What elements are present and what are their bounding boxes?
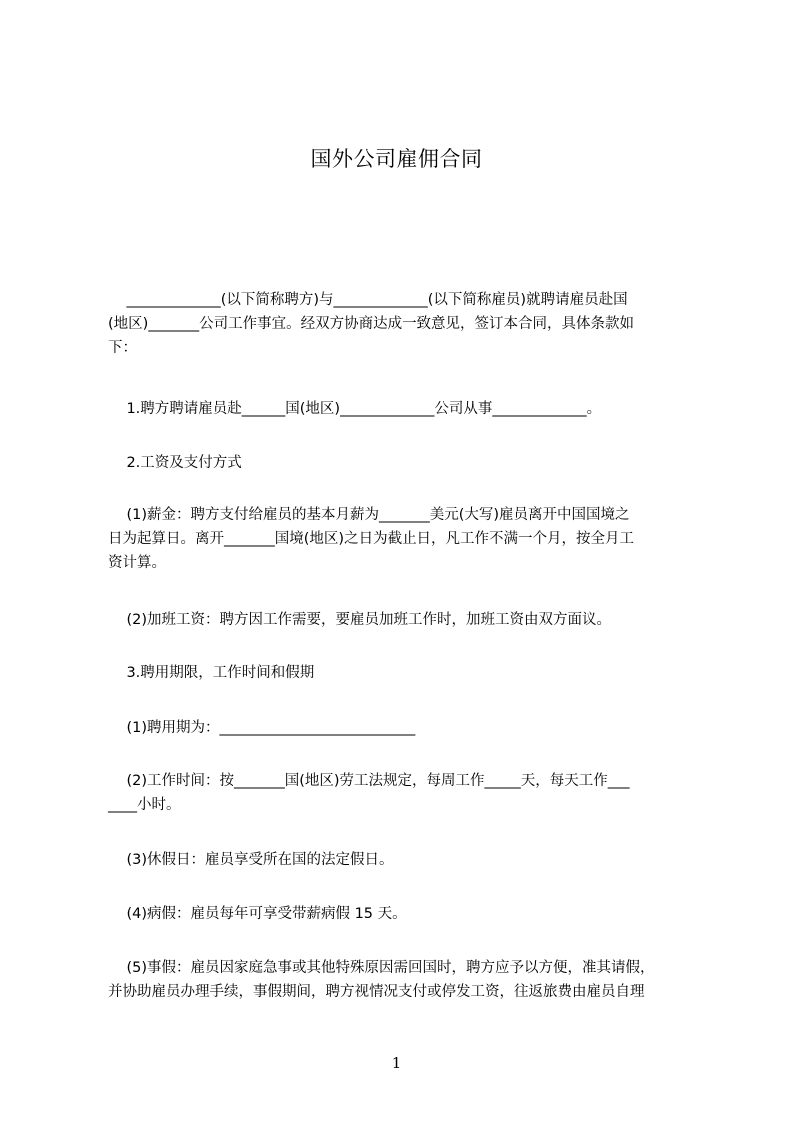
text-line: _____________(以下简称聘方)与_____________(以下简称雇员)就聘请雇员赴国	[108, 292, 628, 308]
text-line: 日为起算日。离开_______国境(地区)之日为截止日，凡工作不满一个月，按全月工	[108, 531, 635, 547]
paragraph-clause-3-2	[108, 769, 708, 817]
paragraph-clause-3-5	[108, 956, 708, 1004]
text-line: ____小时。	[108, 797, 181, 813]
text-line: (1)薪金：聘方支付给雇员的基本月薪为_______美元(大写)雇员离开中国国境之	[108, 507, 630, 523]
text-line: (2)工作时间：按_______国(地区)劳工法规定，每周工作_____天，每天工作___	[108, 773, 630, 789]
paragraph-clause-3	[108, 661, 708, 685]
text-line: 下：	[108, 340, 137, 356]
paragraph-clause-3-3	[108, 848, 708, 872]
text-line: (2)加班工资：聘方因工作需要，要雇员加班工作时，加班工资由双方面议。	[108, 612, 611, 628]
text-line: 资计算。	[108, 555, 166, 571]
page-number: 1	[391, 1054, 402, 1072]
text-line: 3.聘用期限，工作时间和假期	[108, 665, 315, 681]
text-line: 并协助雇员办理手续，事假期间，聘方视情况支付或停发工资，往返旅费由雇员自理	[108, 984, 645, 1000]
paragraph-clause-2	[108, 451, 708, 475]
document-title: 国外公司雇佣合同	[310, 147, 483, 171]
text-line: 2.工资及支付方式	[108, 455, 242, 471]
text-line: (4)病假：雇员每年可享受带薪病假 15 天。	[108, 906, 407, 922]
paragraph-intro	[108, 288, 708, 360]
text-line: 1.聘方聘请雇员赴______国(地区)_____________公司从事_____________。	[108, 401, 602, 417]
text-line: (3)休假日：雇员享受所在国的法定假日。	[108, 852, 394, 868]
text-line: (5)事假：雇员因家庭急事或其他特殊原因需回国时，聘方应予以方便，准其请假，	[108, 960, 655, 976]
paragraph-clause-2-2	[108, 608, 708, 632]
paragraph-clause-2-1	[108, 503, 708, 575]
text-line: (1)聘用期为：___________________________	[108, 720, 416, 736]
paragraph-clause-3-4	[108, 902, 708, 926]
paragraph-clause-3-1	[108, 716, 708, 740]
text-line: (地区)_______公司工作事宜。经双方协商达成一致意见，签订本合同，具体条款如	[108, 316, 635, 332]
paragraph-clause-1	[108, 397, 708, 421]
